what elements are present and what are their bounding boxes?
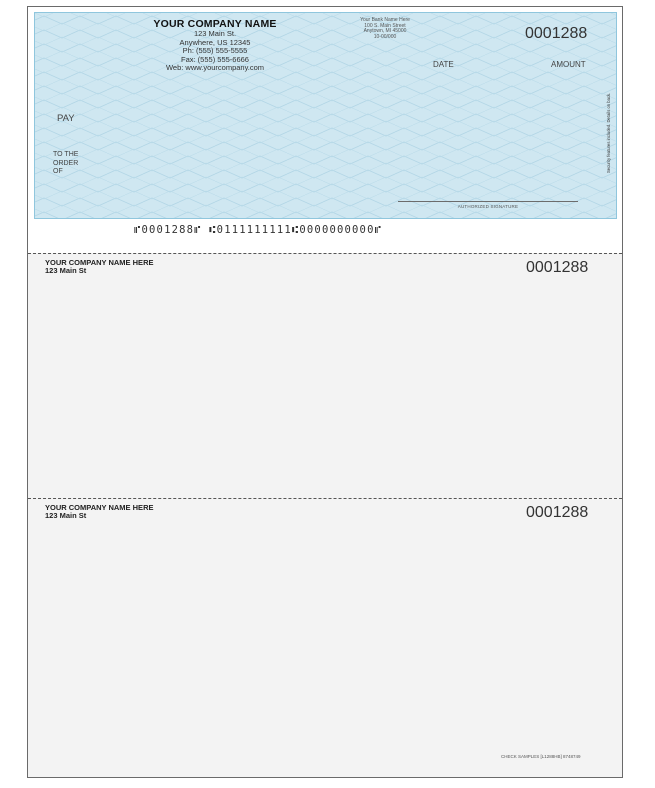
stub-company-address: 123 Main St [45,266,87,275]
check-number: 0001288 [525,25,588,42]
stub-check-number: 0001288 [526,504,589,521]
company-web: Web: www.yourcompany.com [165,63,265,72]
pay-label: PAY [57,113,75,124]
check-area [28,7,622,253]
order-of-label [53,151,78,177]
amount-label: AMOUNT [551,60,586,69]
bank-address-1: 100 S. Main Street [364,22,406,29]
security-features-note: Security features included. Details on back. [606,92,611,173]
stub-2 [28,498,622,778]
company-block [115,18,315,73]
check-sheet [27,6,623,778]
stub-check-number: 0001288 [526,259,589,276]
bank-address-2: Anytown, MI 45000 [363,28,407,34]
order-line-1: TO THE [53,151,79,158]
bank-routing-fraction: 10-00/000 [373,33,397,40]
company-address-1: 123 Main St. [193,29,237,38]
stub-company-name: YOUR COMPANY NAME HERE [45,503,154,512]
product-code: CHECK SAMPLES [L1288HB] 8748749 [501,754,581,759]
order-line-2: ORDER [53,159,79,167]
company-phone: Ph: (555) 555-5555 [182,46,248,55]
date-label: DATE [433,60,454,69]
company-fax: Fax: (555) 555-6666 [181,54,249,64]
stub-1 [28,253,622,499]
order-line-3: OF [53,168,63,175]
stub-company-name: YOUR COMPANY NAME HERE [45,258,154,267]
bank-name: Your Bank Name Here [360,17,410,23]
company-name: YOUR COMPANY NAME [153,18,277,30]
bank-block [335,18,435,40]
check-face [34,12,617,219]
company-address-2: Anywhere, US 12345 [179,37,251,47]
micr-line: ⑈0001288⑈ ⑆0111111111⑆0000000000⑈ [134,224,383,236]
signature-label: AUTHORIZED SIGNATURE [457,204,519,209]
stub-company-block [45,259,153,275]
stub-company-block [45,504,153,520]
stub-company-address: 123 Main St [45,511,87,520]
signature-line [398,201,578,202]
